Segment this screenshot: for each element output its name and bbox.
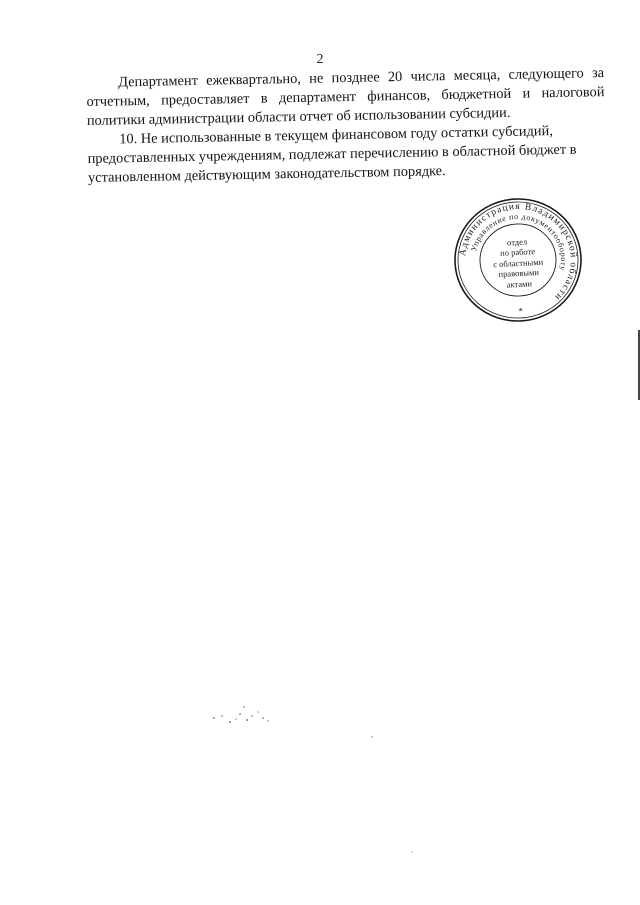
stamp-line: с областными	[492, 256, 544, 270]
official-stamp	[449, 193, 588, 328]
document-body	[86, 64, 606, 188]
stamp-outer-text: Администрация Владимирской области	[458, 201, 579, 303]
paragraph-10-unused-subsidies: 10. Не использованные в текущем финансовом году остатки субсидий, предоставленных учреждениям, подлежат перечислению в областной бюджет в установленном действующим законодательством порядке.	[87, 123, 577, 186]
stamp-line: актами	[506, 278, 533, 290]
stamp-star: *	[518, 305, 524, 317]
paragraph-report-deadline: Департамент ежеквартально, не позднее 20 числа месяца, следующего за отчетным, предоставляет в департамент финансов, бюджетной и налоговой политики администрации области отчет об использовании субсидии.	[86, 65, 605, 129]
page-number: 2	[316, 52, 324, 67]
stamp-line: отдел	[506, 236, 528, 248]
stamp-line: правовыми	[498, 267, 540, 280]
stamp-middle-text: Управление по документообороту	[469, 211, 569, 272]
stamp-center-text	[449, 193, 588, 328]
stamp-line: по работе	[499, 246, 536, 259]
